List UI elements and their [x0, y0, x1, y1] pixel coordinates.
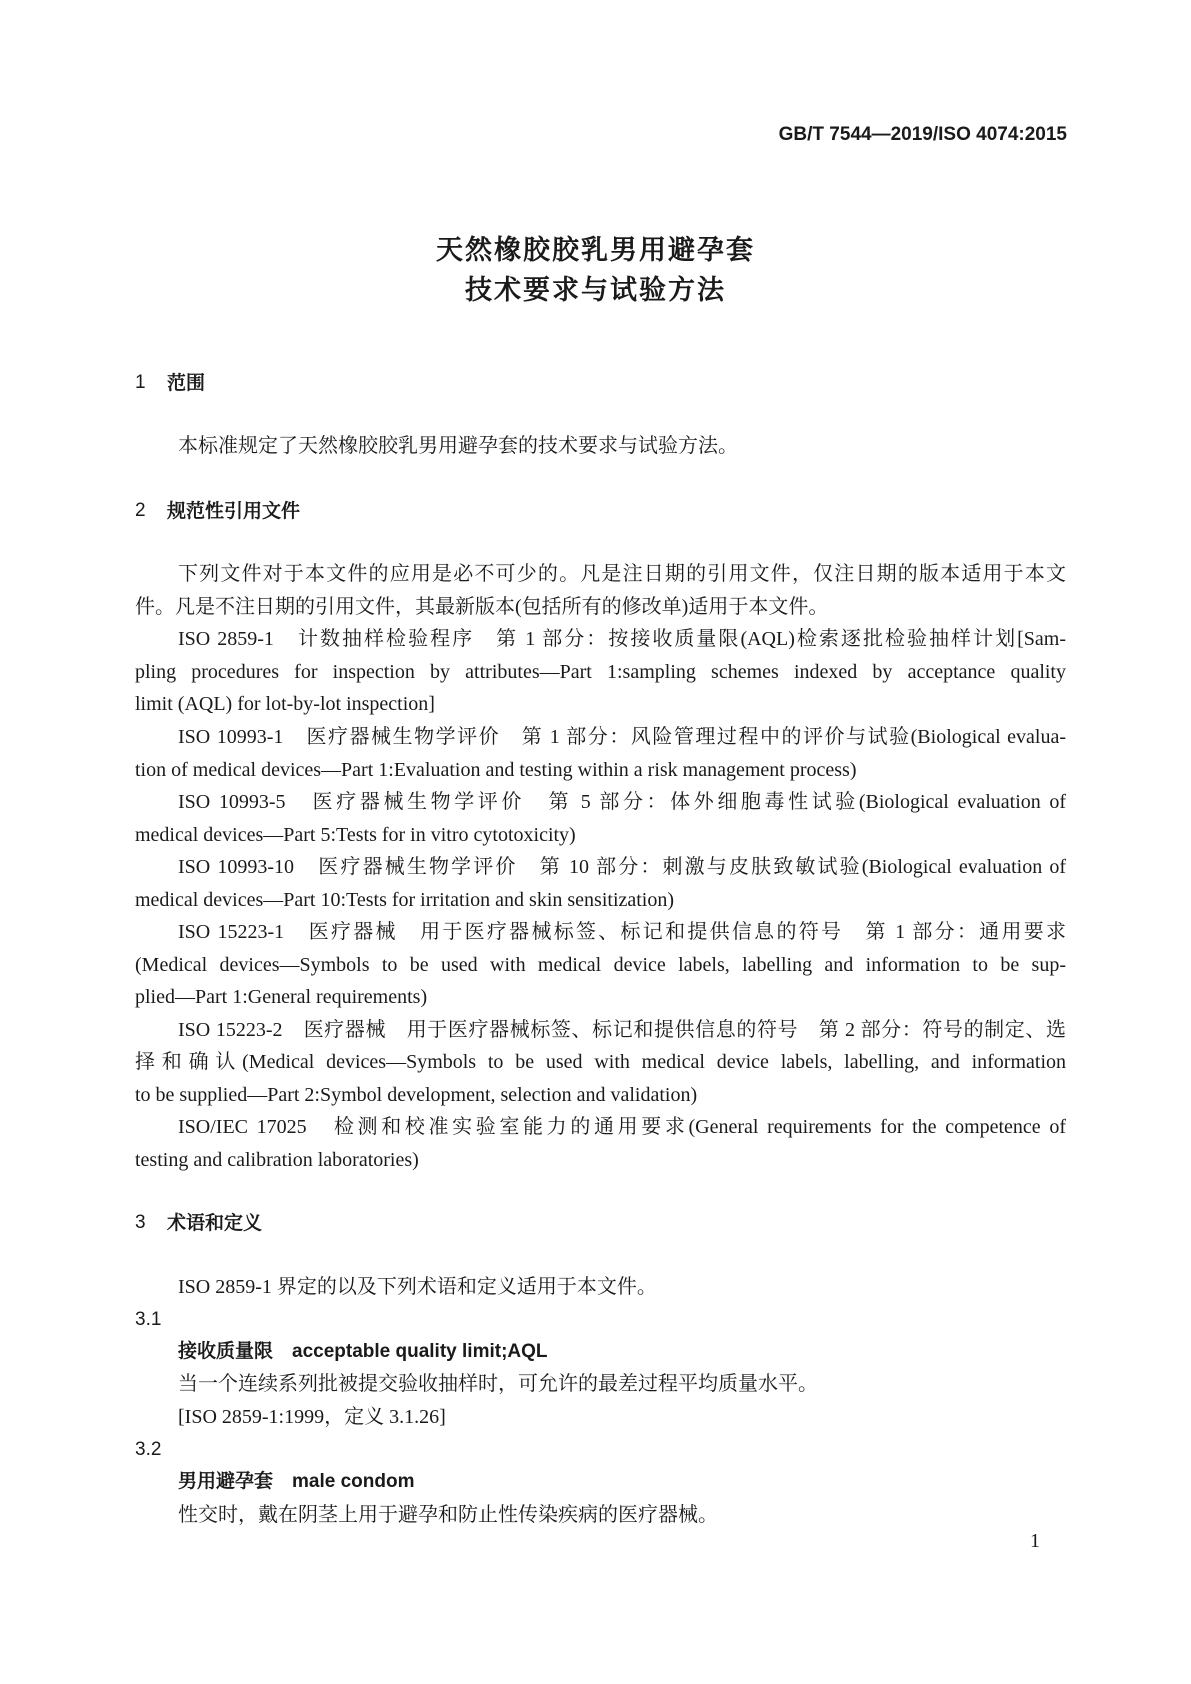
section-2-title: 规范性引用文件: [167, 500, 301, 522]
reference-line: to be supplied—Part 2:Symbol development, selection and validation): [135, 1084, 698, 1106]
reference-line: limit (AQL) for lot-by-lot inspection]: [135, 693, 435, 715]
section-3-number: 3: [135, 1212, 146, 1233]
reference-line: ISO 15223-2 医疗器械 用于医疗器械标签、标记和提供信息的符号 第 2 部分：符号的制定、选: [178, 1019, 1066, 1041]
reference-line: (Medical devices—Symbols to be used with medical device labels, labelling and information to be sup-: [135, 954, 1066, 976]
standard-number: GB/T 7544—2019/ISO 4074:2015: [778, 124, 1067, 145]
reference-line: testing and calibration laboratories): [135, 1149, 419, 1171]
reference-line: ISO 10993-1 医疗器械生物学评价 第 1 部分：风险管理过程中的评价与试验(Biological evalua-: [178, 726, 1066, 748]
term-name: 男用避孕套 male condom: [178, 1471, 415, 1492]
reference-line: 择和确认(Medical devices—Symbols to be used with medical device labels, labelling, and information: [135, 1051, 1066, 1073]
term-number: 3.2: [135, 1439, 162, 1460]
reference-line: ISO 15223-1 医疗器械 用于医疗器械标签、标记和提供信息的符号 第 1 部分：通用要求: [178, 921, 1066, 943]
term-source: [ISO 2859-1:1999，定义 3.1.26]: [178, 1406, 446, 1428]
reference-line: ISO 2859-1 计数抽样检验程序 第 1 部分：按接收质量限(AQL)检索逐批检验抽样计划[Sam-: [178, 628, 1066, 650]
term-number: 3.1: [135, 1309, 162, 1330]
section-2-number: 2: [135, 500, 146, 521]
section-1-number: 1: [135, 372, 146, 393]
reference-line: 件。凡是不注日期的引用文件，其最新版本(包括所有的修改单)适用于本文件。: [135, 596, 829, 618]
scope-text: 本标准规定了天然橡胶胶乳男用避孕套的技术要求与试验方法。: [178, 435, 738, 457]
document-title-line-2: 技术要求与试验方法: [465, 275, 726, 306]
reference-line: ISO/IEC 17025 检测和校准实验室能力的通用要求(General requirements for the competence of: [178, 1116, 1066, 1138]
reference-line: plied—Part 1:General requirements): [135, 986, 428, 1008]
section-1-title: 范围: [167, 372, 206, 394]
reference-line: ISO 10993-10 医疗器械生物学评价 第 10 部分：刺激与皮肤致敏试验(Biological evaluation of: [178, 856, 1066, 878]
term-definition: 当一个连续系列批被提交验收抽样时，可允许的最差过程平均质量水平。: [178, 1373, 818, 1395]
document-title-line-1: 天然橡胶胶乳男用避孕套: [436, 235, 755, 266]
reference-line: medical devices—Part 5:Tests for in vitro cytotoxicity): [135, 824, 576, 846]
term-name: 接收质量限 acceptable quality limit;AQL: [178, 1341, 548, 1362]
reference-line: 下列文件对于本文件的应用是必不可少的。凡是注日期的引用文件，仅注日期的版本适用于本文: [178, 563, 1066, 585]
reference-line: medical devices—Part 10:Tests for irritation and skin sensitization): [135, 889, 675, 911]
term-definition: 性交时，戴在阴茎上用于避孕和防止性传染疾病的医疗器械。: [178, 1504, 718, 1526]
terms-intro: ISO 2859-1 界定的以及下列术语和定义适用于本文件。: [178, 1276, 657, 1298]
page-number: 1: [1030, 1530, 1040, 1552]
section-3-title: 术语和定义: [167, 1212, 263, 1234]
reference-line: pling procedures for inspection by attributes—Part 1:sampling schemes indexed by acceptance quality: [135, 661, 1066, 683]
reference-line: ISO 10993-5 医疗器械生物学评价 第 5 部分：体外细胞毒性试验(Biological evaluation of: [178, 791, 1066, 813]
reference-line: tion of medical devices—Part 1:Evaluation and testing within a risk management process): [135, 759, 857, 781]
